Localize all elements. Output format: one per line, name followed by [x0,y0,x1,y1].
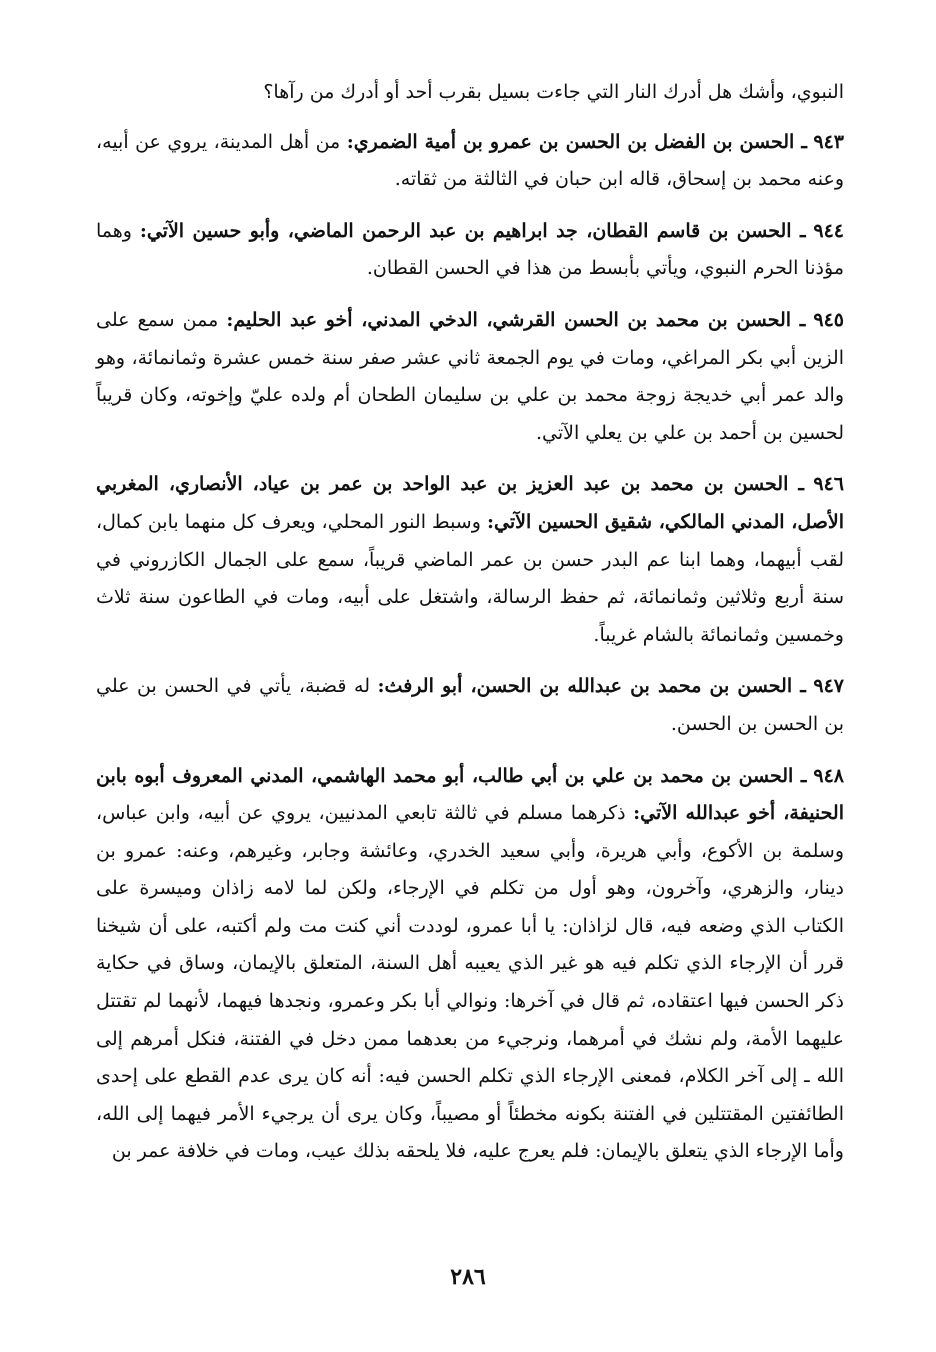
entry-number: ٩٤٨ [813,764,845,787]
entry-943 [96,124,844,199]
entry-body: ممن سمع على الزين أبي بكر المراغي، ومات في يوم الجمعة ثاني عشر صفر سنة خمس عشرة وثمانمائة، وهو والد عمر أبي خديجة زوجة محمد بن علي بن سليمان الطحان أم ولده عليّ وإخوته، وكان قريباً لحسين بن أحمد بن علي بن يعلي الآتي. [96,308,844,444]
entry-body: ذكرهما مسلم في ثالثة تابعي المدنيين، يروي عن أبيه، وابن عباس، وسلمة بن الأكوع، وأبي هريرة، وأبي سعيد الخدري، وعائشة وجابر، وغيرهم، وعنه: عمرو بن دينار، والزهري، وآخرون، وهو أول من تكلم في الإرجاء، ولكن لما لامه زاذان وميسرة على الكتاب الذي وضعه فيه، قال لزاذان: يا أبا عمرو، لوددت أني كنت مت ولم أكتبه، على أن شيخنا قرر أن الإرجاء الذي تكلم فيه هو غير الذي يعيبه أهل السنة، المتعلق بالإيمان، وساق في حكاية ذكر الحسن فيها اعتقاده، ثم قال في آخرها: ونوالي أبا بكر وعمرو، ونجدها فيهما، لأنهما لم تقتتل عليهما الأمة، ولم نشك في أمرهما، ونرجيء من بعدهما ممن دخل في الفتنة، فنكل أمرهم إلى الله ـ إلى آخر الكلام، فمعنى الإرجاء الذي تكلم الحسن فيه: أنه كان يرى عدم القطع على إحدى الطائفتين المقتتلين في الفتنة بكونه مخطئاً أو مصيباً، وكان يرى أن يرجيء الأمر فيهما إلى الله، وأما الإرجاء الذي يتعلق بالإيمان: فلم يعرج عليه، فلا يلحقه بذلك عيب، ومات في خلافة عمر بن [96,802,844,1163]
entry-heading: ـ الحسن بن محمد بن عبد العزيز بن عبد الواحد بن عمر بن عياد، الأنصاري، المغربي الأصل، المدني المالكي، شقيق الحسين الآتي: [96,473,844,533]
entry-heading: ـ الحسن بن محمد بن علي بن أبي طالب، أبو محمد الهاشمي، المدني المعروف أبوه بابن الحنيفة، أخو عبدالله الآتي: [96,764,844,825]
entry-body: وسبط النور المحلي، ويعرف كل منهما بابن كمال، لقب أبيهما، وهما ابنا عم البدر حسن بن عمر الماضي قريباً، سمع على الجمال الكازروني في سنة أربع وثلاثين وثمانمائة، ثم حفظ الرسالة، واشتغل على أبيه، ومات في الطاعون سنة ثلاث وخمسين وثمانمائة بالشام غريباً. [96,510,844,646]
entry-number: ٩٤٥ [813,308,845,331]
entry-body: له قضبة، يأتي في الحسن بن علي بن الحسن بن الحسن. [96,675,844,735]
entry-body: من أهل المدينة، يروي عن أبيه، وعنه محمد بن إسحاق، قاله ابن حبان في الثالثة من ثقاته. [96,130,844,191]
entry-heading: ـ الحسن بن قاسم القطان، جد ابراهيم بن عبد الرحمن الماضي، وأبو حسين الآتي: [139,219,806,242]
entry-944 [96,213,844,288]
entry-number: ٩٤٤ [813,219,844,242]
entry-number: ٩٤٦ [813,473,844,496]
entry-947 [96,668,844,743]
entry-heading: ـ الحسن بن الفضل بن الحسن بن عمرو بن أمية الضمري: [346,130,807,153]
entry-945 [96,302,844,452]
intro-paragraph: النبوي، وأشك هل أدرك النار التي جاءت بسيل بقرب أحد أو أدرك من رآها؟ [263,81,844,103]
entry-heading: ـ الحسن بن محمد بن الحسن القرشي، الدخي المدني، أخو عبد الحليم: [226,308,806,331]
entry-body: وهما مؤذنا الحرم النبوي، ويأتي بأبسط من هذا في الحسن القطان. [96,219,844,280]
entry-number: ٩٤٧ [813,675,845,698]
page-number: ٢٨٦ [450,1264,486,1290]
entry-948 [96,758,844,1172]
entry-heading: ـ الحسن بن محمد بن عبدالله بن الحسن، أبو الرفث: [377,675,806,698]
entry-946 [96,466,844,654]
entry-number: ٩٤٣ [813,130,844,153]
